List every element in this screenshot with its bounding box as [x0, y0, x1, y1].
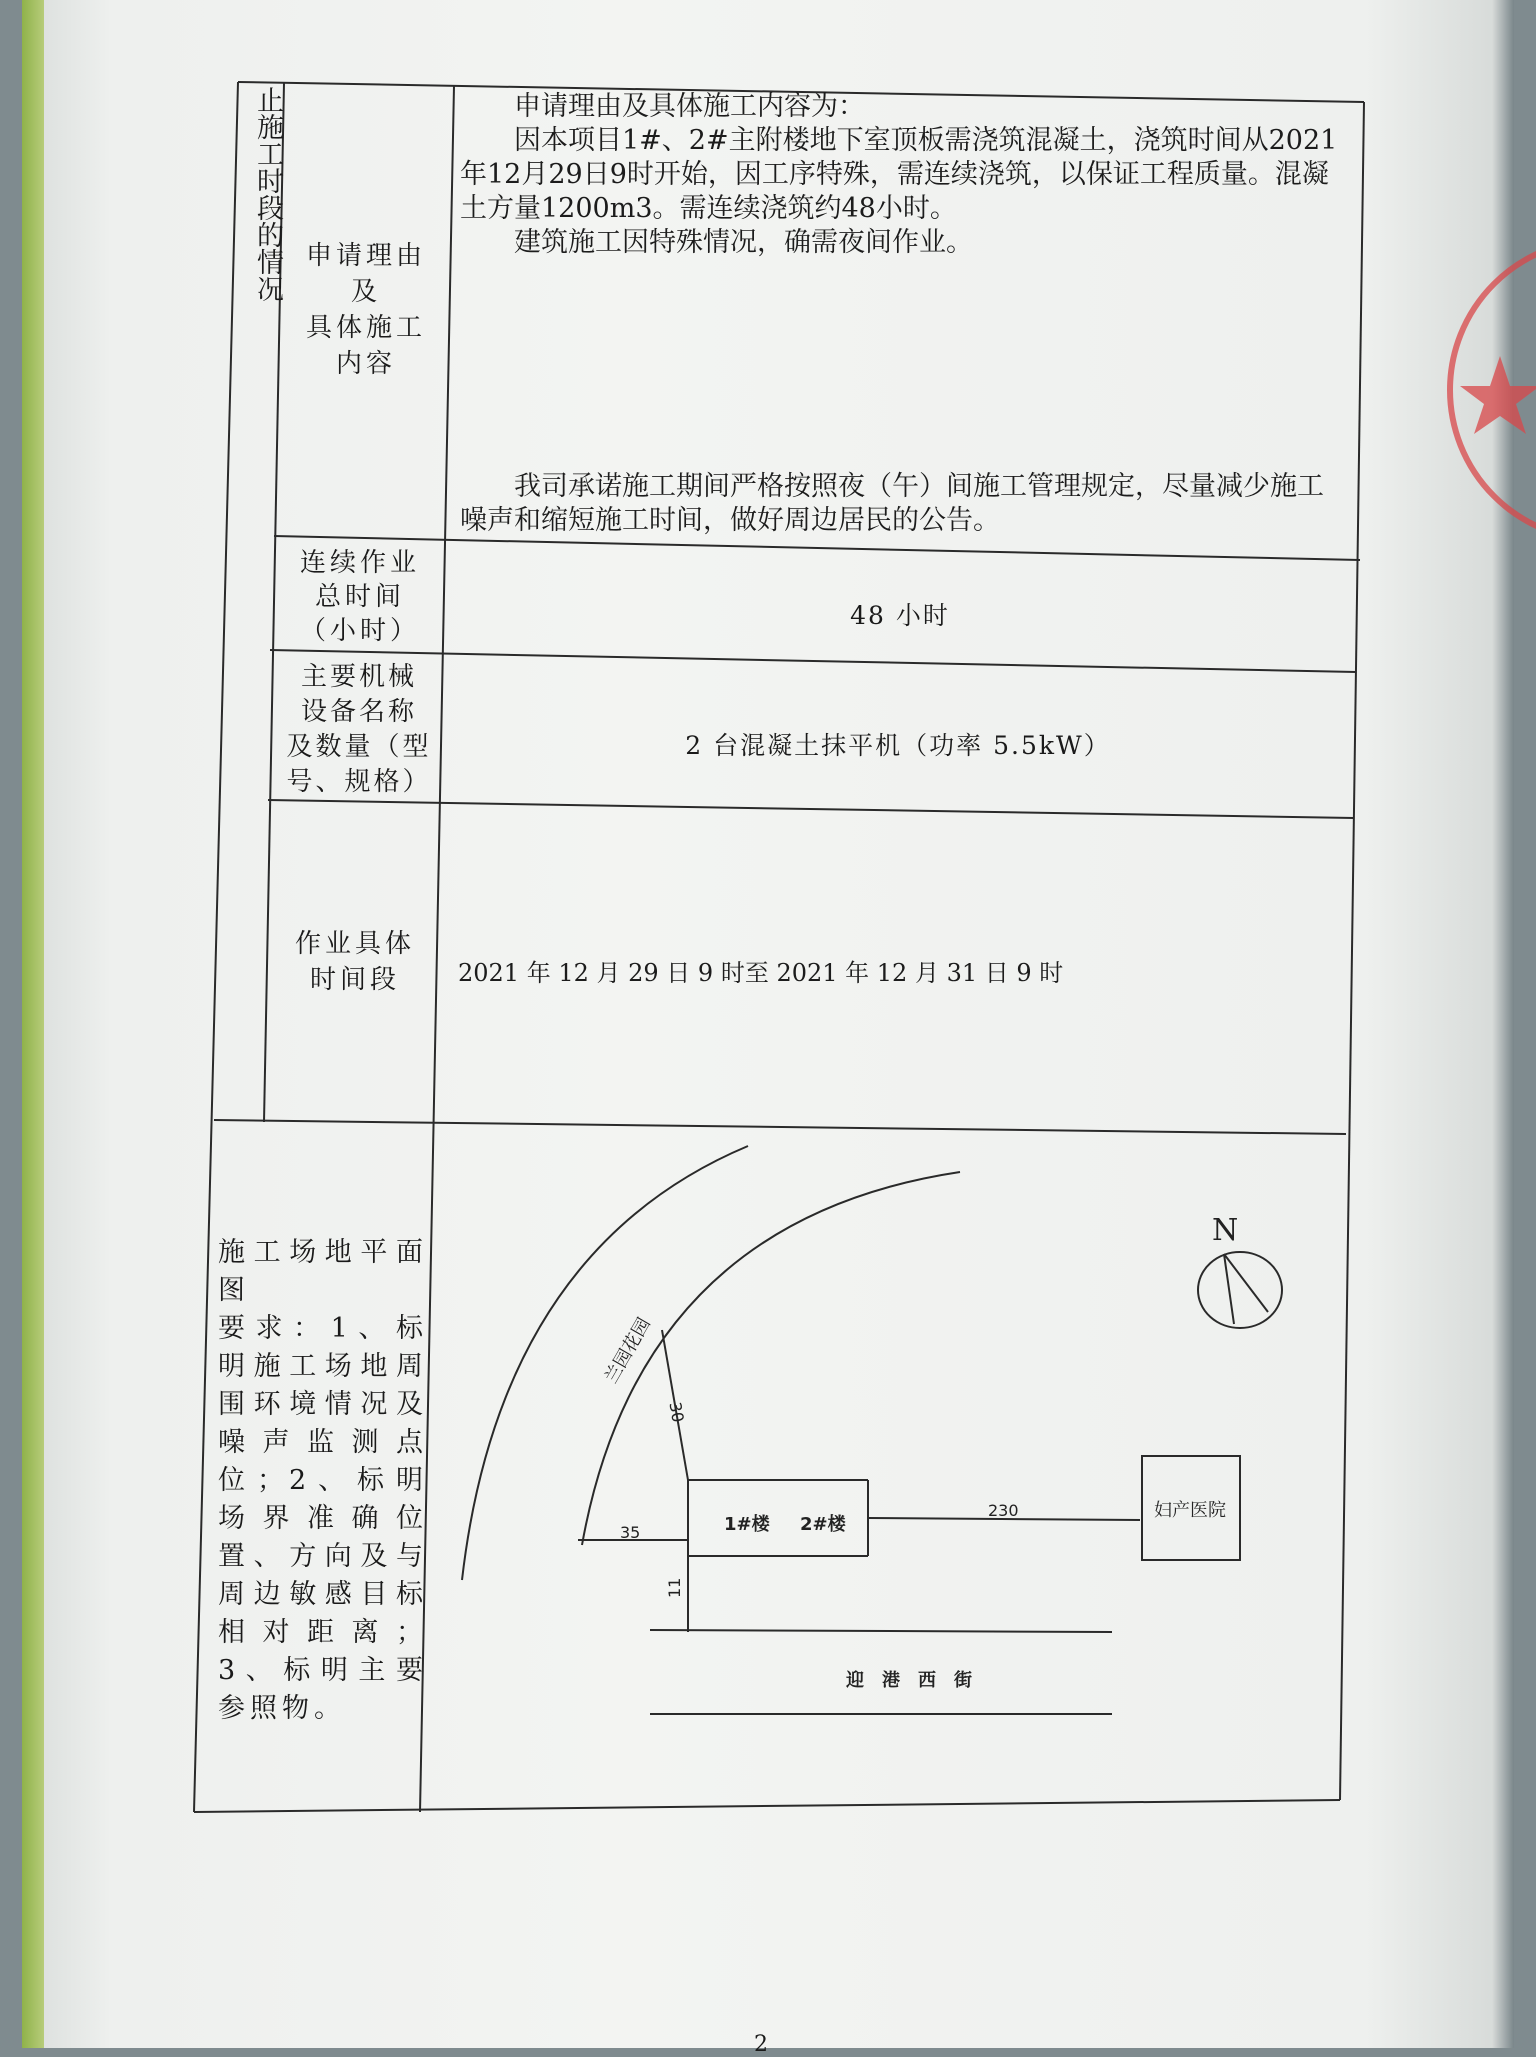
building-1-label: 1#楼: [724, 1514, 770, 1535]
section-label-vertical: 止施工时段的情况: [252, 86, 283, 302]
dist-left-label: 35: [620, 1523, 641, 1542]
reason-label-line-1: 申请理由: [305, 241, 426, 271]
equipment-label-line-2: 设备名称: [300, 697, 417, 727]
total-time-value: 48 小时: [850, 601, 950, 630]
site-plan-requirements: 施工场地平面图 要求：1、标明施工场地周围环境情况及噪声监测点位；2、标明场界准确位置、方向及与周边敏感目标相对距离；3、标明主要参照物。: [218, 1237, 428, 1724]
hospital-label: 妇产医院: [1154, 1500, 1226, 1521]
total-time-label-line-3: （小时）: [299, 616, 420, 646]
north-marker: N: [1212, 1213, 1239, 1248]
street-label: 迎港西街: [846, 1670, 990, 1691]
reason-heading: 申请理由及具体施工内容为：: [514, 91, 865, 122]
reason-paragraph-1: 因本项目1#、2#主附楼地下室顶板需浇筑混凝土，浇筑时间从2021年12月29日9时开始，因工序特殊，需连续浇筑，以保证工程质量。混凝土方量1200m3。需连续浇筑约48小时。: [460, 125, 1338, 224]
equipment-label-line-1: 主要机械: [300, 662, 417, 692]
reason-label-line-2: 及: [350, 277, 381, 307]
total-time-label-line-2: 总时间: [314, 582, 405, 612]
dist-bottom-label: 11: [665, 1577, 684, 1598]
period-label-line-1: 作业具体: [294, 929, 415, 959]
dist-top-label: 30: [665, 1400, 688, 1424]
dist-right-label: 230: [988, 1501, 1019, 1520]
total-time-label-line-1: 连续作业: [299, 548, 420, 578]
period-label-line-2: 时间段: [309, 965, 400, 995]
building-2-label: 2#楼: [800, 1514, 846, 1535]
page-number: 2: [754, 2032, 768, 2057]
reason-paragraph-3: 我司承诺施工期间严格按照夜（午）间施工管理规定，尽量减少施工噪声和缩短施工时间，做好周边居民的公告。: [460, 471, 1324, 536]
equipment-label-line-3: 及数量（型: [286, 732, 432, 762]
reason-label-line-4: 内容: [335, 349, 396, 379]
reason-paragraph-2: 建筑施工因特殊情况，确需夜间作业。: [514, 227, 973, 258]
reason-label-line-3: 具体施工: [305, 313, 426, 343]
period-value: 2021 年 12 月 29 日 9 时至 2021 年 12 月 31 日 9 时: [458, 959, 1064, 987]
curve-road-label: 兰园花园: [600, 1314, 655, 1388]
equipment-value: 2 台混凝土抹平机（功率 5.5kW）: [685, 731, 1111, 760]
equipment-label-line-4: 号、规格）: [286, 767, 432, 797]
